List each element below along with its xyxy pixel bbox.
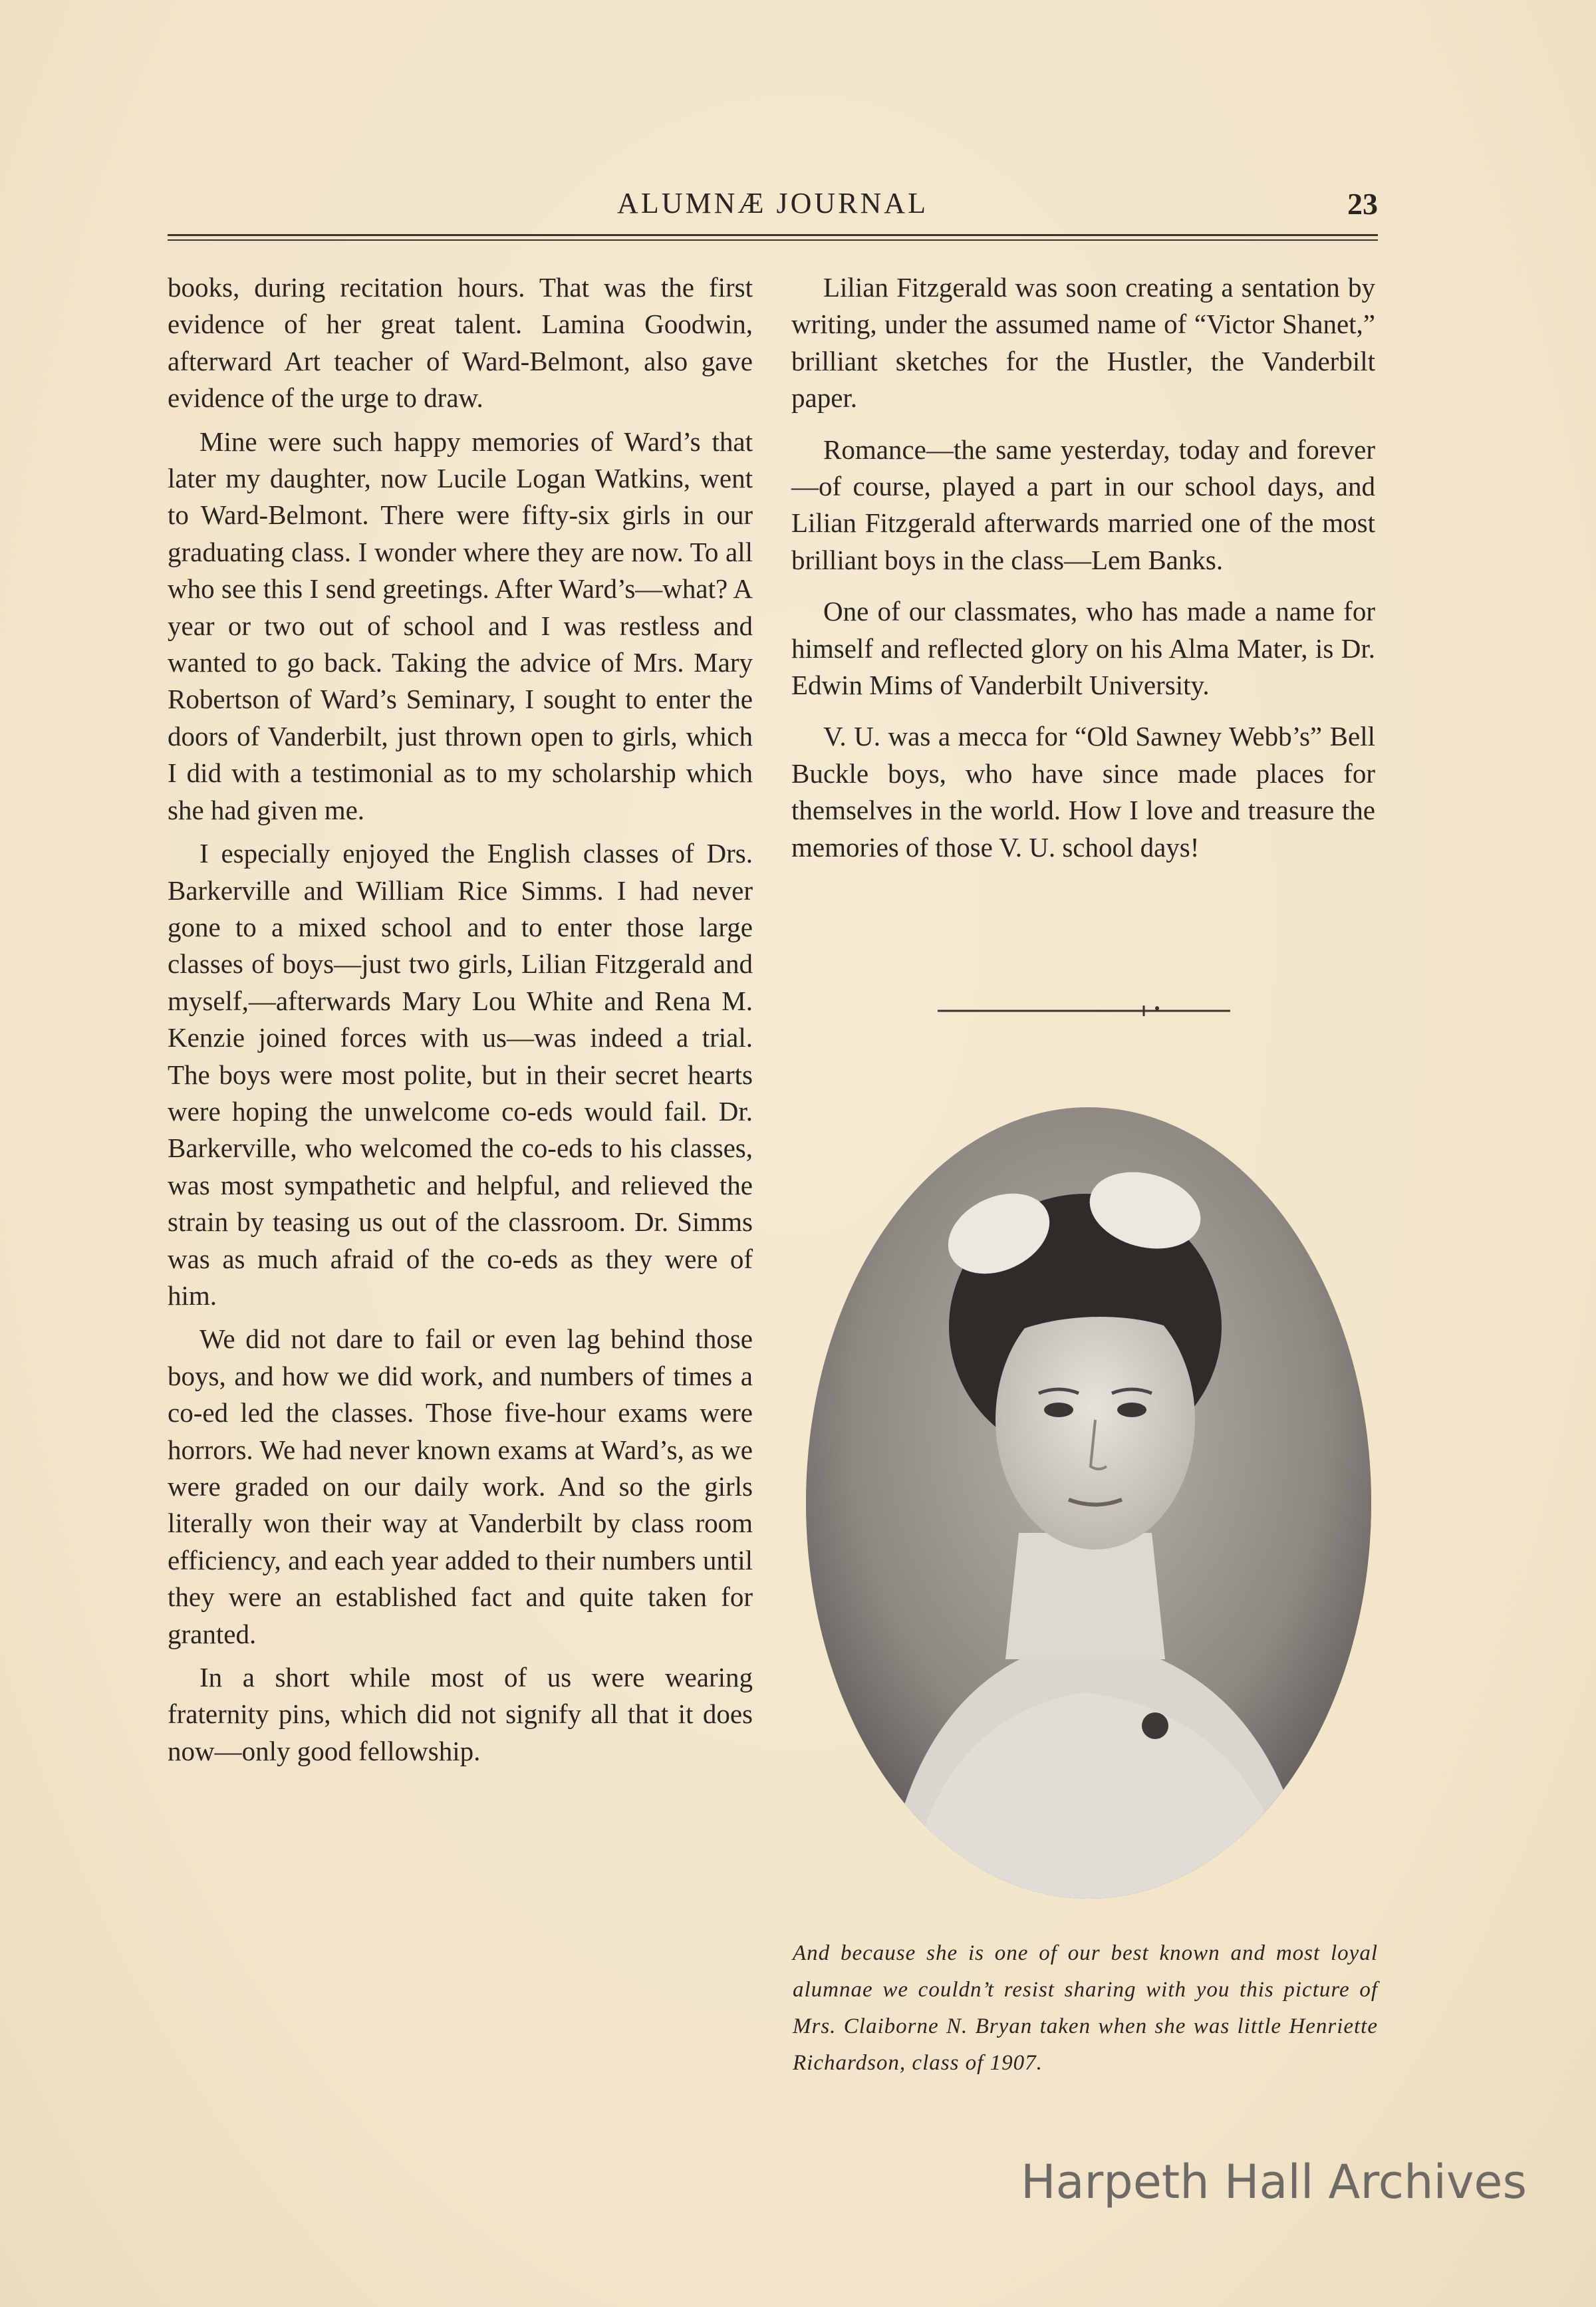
paragraph: We did not dare to fail or even lag behind those boys, and how we did work, and numbers of times a co-ed led the classes. Those five-hour exams were horrors. We had never known exams at Ward’s, as we were graded on our daily work. And so the girls literally won their way at Vanderbilt by class room efficiency, and each year added to their numbers until they were an established fact and quite taken for granted. [168, 1323, 753, 1649]
right-column [791, 269, 1375, 881]
paragraph: In a short while most of us were wearing fraternity pins, which did not signify all that it does now—only good fellowship. [168, 1662, 753, 1766]
archive-watermark: Harpeth Hall Archives [1021, 2155, 1527, 2209]
page-header [168, 186, 1378, 226]
paragraph: Lilian Fitzgerald was soon creating a sentation by writing, under the assumed name of “Victor Shanet,” brilliant sketches for the Hustler, the Vanderbilt paper. [791, 272, 1375, 414]
header-rule-bottom [168, 239, 1378, 241]
header-rule-top [168, 234, 1378, 236]
section-divider-ornament [938, 1004, 1230, 1018]
page-number: 23 [1347, 187, 1378, 221]
paragraph: V. U. was a mecca for “Old Sawney Webb’s” Bell Buckle boys, who have since made places for themselves in the world. How I love and treasure the memories of those V. U. school days! [791, 721, 1375, 863]
paragraph: Mine were such happy memories of Ward’s that later my daughter, now Lucile Logan Watkins, went to Ward-Belmont. There were fifty-six girls in our graduating class. I wonder where they are now. To all who see this I send greetings. After Ward’s—what? A year or two out of school and I was restless and wanted to go back. Taking the advice of Mrs. Mary Robertson of Ward’s Seminary, I sought to enter the doors of Vanderbilt, just thrown open to girls, which I did with a testimonial as to my scholarship which she had given me. [168, 426, 753, 825]
left-column [168, 269, 753, 1776]
paragraph: I especially enjoyed the English classes of Drs. Barkerville and William Rice Simms. I had never gone to a mixed school and to enter those large classes of boys—just two girls, Lilian Fitzgerald and myself,—afterwards Mary Lou White and Rena M. Kenzie joined forces with us—was indeed a trial. The boys were most polite, but in their secret hearts were hoping the unwelcome co-eds would fail. Dr. Barkerville, who welcomed the co-eds to his classes, was most sympathetic and helpful, and relieved the strain by teasing us out of the classroom. Dr. Simms was as much afraid of the co-eds as they were of him. [168, 838, 753, 1311]
portrait-photo [806, 1107, 1371, 1899]
paragraph: One of our classmates, who has made a name for himself and reflected glory on his Alma Mater, is Dr. Edwin Mims of Vanderbilt University. [791, 596, 1375, 701]
paragraph: books, during recitation hours. That was the first evidence of her great talent. Lamina Goodwin, afterward Art teacher of Ward-Belmont, also gave evidence of the urge to draw. [168, 272, 753, 414]
journal-title: ALUMNÆ JOURNAL [617, 187, 928, 219]
portrait-illustration [806, 1107, 1371, 1899]
paragraph: Romance—the same yesterday, today and forever—of course, played a part in our school days, and Lilian Fitzgerald afterwards married one of the most brilliant boys in the class—Lem Banks. [791, 434, 1375, 575]
photo-caption: And because she is one of our best known and most loyal alumnae we couldn’t resist sharing with you this picture of Mrs. Claiborne N. Bryan taken when she was little Henriette Richardson, class of 1907. [793, 1941, 1378, 2075]
